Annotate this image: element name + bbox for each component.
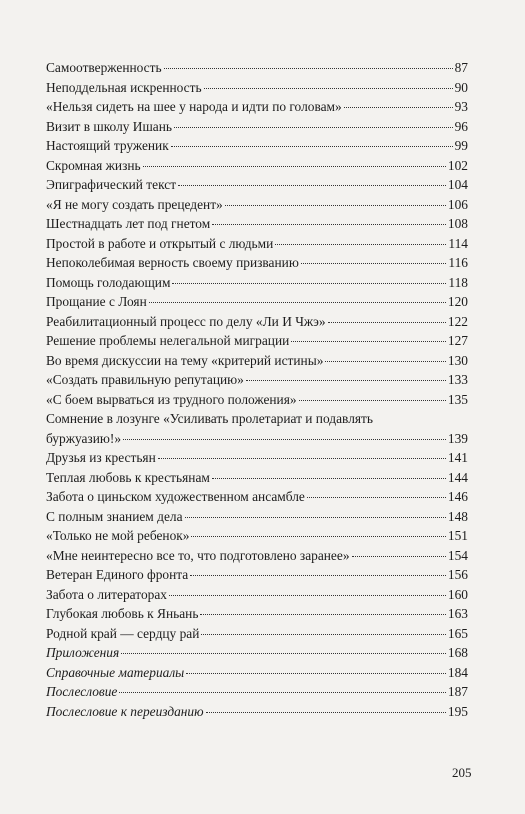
toc-entry-title: «Мне неинтересно все то, что подготовлено заранее» [46,547,350,563]
toc-entry-page: 108 [447,216,468,231]
toc-entry-page: 160 [447,586,468,602]
dot-leader [143,166,446,167]
toc-entry-page: 114 [448,235,468,251]
dot-leader [301,263,447,264]
toc-entry-page: 154 [447,547,468,563]
toc-entry-title: Реабилитационный процесс по делу «Ли И Чжэ» [46,313,326,329]
dot-leader [121,653,446,654]
toc-entry-page: 106 [447,196,468,212]
dot-leader [190,575,446,576]
toc-entry [46,214,468,234]
toc-entry-page: 118 [448,274,468,290]
dot-leader [344,107,453,108]
dot-leader [201,634,446,635]
toc-entry-page: 195 [447,703,468,719]
toc-entry-title: Шестнадцать лет под гнетом [46,216,211,231]
toc-entry-title: Забота о литераторах [46,586,167,602]
toc-entry-multiline [46,409,468,448]
toc-entry-title: Ветеран Единого фронта [46,567,189,582]
dot-leader [328,322,446,323]
dot-leader [119,692,446,693]
toc-entry-page: 116 [448,255,468,270]
toc-entry [46,234,468,254]
toc-entry-title: Справочные материалы [46,664,185,680]
toc-entry-page: 148 [447,508,468,524]
dot-leader [352,556,446,557]
toc-entry [46,643,468,663]
toc-entry [46,546,468,566]
dot-leader [123,439,446,440]
toc-entry-title: Непоколебимая верность своему призванию [46,255,299,270]
dot-leader [174,127,453,128]
toc-entry [46,351,468,371]
dot-leader [164,68,453,69]
toc-group-main [46,58,468,409]
toc-entry [46,312,468,332]
toc-entry-page: 187 [447,684,468,699]
toc-entry [46,58,468,78]
toc-entry [46,195,468,215]
toc-entry-title: Родной край — сердцу рай [46,625,200,641]
dot-leader [158,458,446,459]
dot-leader [212,478,446,479]
toc-entry-title: Простой в работе и открытый с людьми [46,235,274,251]
dot-leader [275,244,446,245]
toc-entry-title: Самоотверженность [46,60,162,75]
toc-entry-title: «Нельзя сидеть на шее у народа и идти по головам» [46,99,342,114]
toc-entry-page: 144 [447,469,468,485]
toc-entry-page: 104 [447,177,468,192]
toc-entry-page: 90 [454,79,468,95]
toc-entry-title: Неподдельная искренность [46,79,202,95]
dot-leader [204,88,453,89]
toc-entry-title-line2: буржуазию!» [46,430,122,446]
dot-leader [206,712,446,713]
dot-leader [299,400,446,401]
toc-entry-page: 151 [447,528,468,543]
toc-entry-title: Теплая любовь к крестьянам [46,469,210,485]
toc-entry-title: «Создать правильную репутацию» [46,372,244,387]
toc-entry-title: «С боем вырваться из трудного положения» [46,391,297,407]
dot-leader [149,302,446,303]
toc-entry-title: Помощь голодающим [46,274,171,290]
toc-entry [46,565,468,585]
toc-entry-page: 130 [447,352,468,368]
toc-entry-page: 93 [454,99,468,114]
toc-entry-title: «Только не мой ребенок» [46,528,190,543]
toc-entry-page: 133 [447,372,468,387]
toc-entry-title-line1: Сомнение в лозунге «Усиливать пролетариат и подавлять [46,411,373,426]
toc-entry-page: 168 [447,645,468,660]
toc-entry-title: Глубокая любовь к Яньань [46,606,199,621]
toc-entry [46,448,468,468]
table-of-contents [46,58,468,721]
toc-entry [46,156,468,176]
toc-group-main-continued [46,448,468,643]
toc-entry-title: Скромная жизнь [46,157,141,173]
dot-leader [291,341,446,342]
toc-entry [46,702,468,722]
dot-leader [186,673,446,674]
toc-entry [46,370,468,390]
toc-entry [46,78,468,98]
toc-entry-page: 135 [447,391,468,407]
toc-entry-title: Решение проблемы нелегальной миграции [46,333,290,348]
toc-entry [46,117,468,137]
toc-entry [46,663,468,683]
toc-entry-page: 163 [447,606,468,621]
dot-leader [178,185,446,186]
toc-entry [46,97,468,117]
toc-entry-title: Послесловие [46,684,118,699]
toc-entry [46,507,468,527]
toc-entry [46,585,468,605]
dot-leader [191,536,445,537]
toc-entry-title: Послесловие к переизданию [46,703,204,719]
dot-leader [171,146,453,147]
toc-group-appendix [46,643,468,721]
toc-entry-title: С полным знанием дела [46,508,183,524]
toc-entry-page: 139 [447,430,468,446]
toc-entry [46,526,468,546]
dot-leader [200,614,445,615]
toc-entry-title: Визит в школу Ишань [46,118,173,134]
dot-leader [225,205,446,206]
toc-entry [46,390,468,410]
toc-entry-title: «Я не могу создать прецедент» [46,196,223,212]
toc-entry-title: Эпиграфический текст [46,177,177,192]
toc-entry-page: 102 [447,157,468,173]
dot-leader [172,283,446,284]
toc-entry-page: 156 [447,567,468,582]
toc-entry [46,136,468,156]
toc-entry-title: Прощание с Лоян [46,294,147,309]
toc-entry-page: 120 [447,294,468,309]
toc-entry-title: Настоящий труженик [46,138,169,153]
page-number: 205 [452,765,472,780]
toc-entry-title: Друзья из крестьян [46,450,156,465]
toc-entry [46,682,468,702]
toc-entry [46,624,468,644]
toc-entry [46,292,468,312]
dot-leader [169,595,446,596]
dot-leader [246,380,446,381]
toc-entry-page: 87 [454,60,468,75]
toc-entry-title: Приложения [46,645,120,660]
toc-entry-page: 127 [447,333,468,348]
toc-entry-page: 184 [447,664,468,680]
dot-leader [212,224,446,225]
toc-entry-title: Забота о циньском художественном ансамбле [46,489,305,504]
toc-entry-page: 141 [447,450,468,465]
toc-entry [46,468,468,488]
dot-leader [307,497,446,498]
dot-leader [185,517,446,518]
dot-leader [325,361,446,362]
toc-entry [46,253,468,273]
toc-entry [46,273,468,293]
toc-entry-page: 96 [454,118,468,134]
toc-entry [46,604,468,624]
toc-entry [46,175,468,195]
toc-entry-page: 146 [447,489,468,504]
toc-entry-page: 165 [447,625,468,641]
toc-entry-page: 99 [454,138,468,153]
toc-entry-page: 122 [447,313,468,329]
toc-entry [46,331,468,351]
toc-entry-title: Во время дискуссии на тему «критерий истины» [46,352,324,368]
toc-entry [46,487,468,507]
